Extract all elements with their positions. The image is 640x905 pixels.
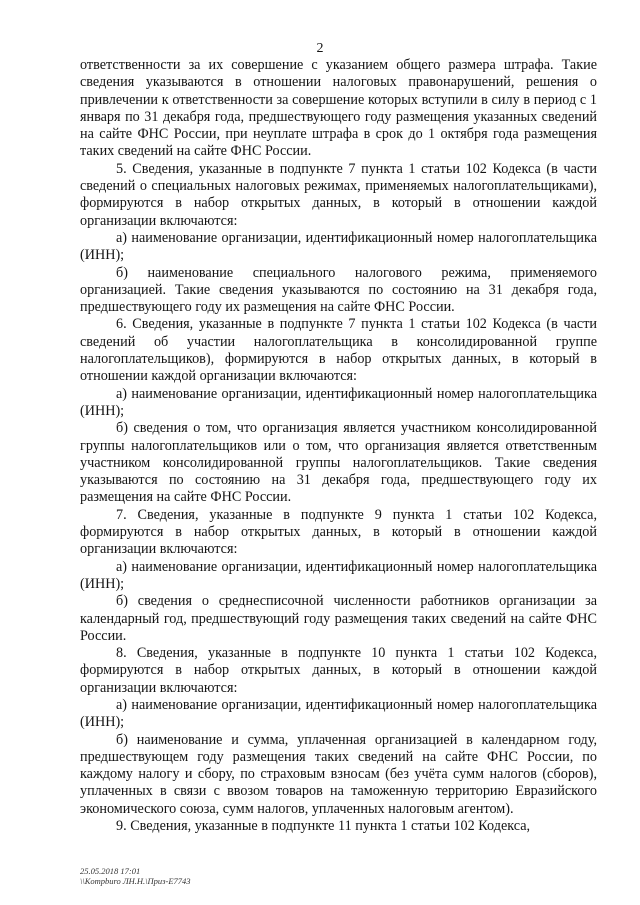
footer-file-path: \\Kompburo ЛН.Н.\Приз-Е7743 (80, 876, 191, 886)
page-number: 2 (316, 41, 324, 56)
subparagraph-b: б) сведения о том, что организация является участником консолидированной группы налогоплательщиков или о том, что организация является ответственным участником консолидированной группы налогоплательщиков. Такие сведения указываются по состоянию на 31 декабря года, предшествующего году их размещения на сайте ФНС России. (80, 420, 597, 506)
paragraph-item-9: 9. Сведения, указанные в подпункте 11 пункта 1 статьи 102 Кодекса, (116, 818, 531, 835)
subparagraph-b: б) сведения о среднесписочной численности работников организации за календарный год, предшествующий году размещения таких сведений на сайте ФНС России. (80, 593, 597, 644)
paragraph-item-5: 5. Сведения, указанные в подпункте 7 пункта 1 статьи 102 Кодекса (в части сведений о специальных налоговых режимах, применяемых налогоплательщиками), формируются в набор открытых данных, в который в отношении каждой организации включаются: (80, 160, 597, 229)
subparagraph-a: а) наименование организации, идентификационный номер налогоплательщика (ИНН); (80, 229, 597, 264)
document-footer (80, 866, 191, 886)
paragraph-item-6: 6. Сведения, указанные в подпункте 7 пункта 1 статьи 102 Кодекса (в части сведений об участии налогоплательщика в консолидированной группе налогоплательщиков), формируются в набор открытых данных, в который в отношении каждой организации включаются: (80, 316, 597, 385)
subparagraph-b: б) наименование специального налогового режима, применяемого организацией. Такие сведения указываются по состоянию на 31 декабря года, предшествующего году их размещения на сайте ФНС России. (80, 264, 597, 316)
paragraph-item-7: 7. Сведения, указанные в подпункте 9 пункта 1 статьи 102 Кодекса, формируются в набор открытых данных, в который в отношении каждой организации включаются: (80, 506, 597, 558)
subparagraph-a: а) наименование организации, идентификационный номер налогоплательщика (ИНН); (80, 558, 597, 592)
footer-timestamp: 25.05.2018 17:01 (80, 866, 141, 876)
document-body (80, 57, 597, 835)
subparagraph-a: а) наименование организации, идентификационный номер налогоплательщика (ИНН); (80, 696, 597, 731)
subparagraph-b: б) наименование и сумма, уплаченная организацией в календарном году, предшествующем году размещения таких сведений на сайте ФНС России, по каждому налогу и сбору, по страховым взносам (без учёта сумм налогов (сборов), уплаченных в связи с ввозом товаров на таможенную территорию Евразийского экономического союза, сумм налогов, уплаченных налоговым агентом). (80, 731, 597, 817)
paragraph-item-8: 8. Сведения, указанные в подпункте 10 пункта 1 статьи 102 Кодекса, формируются в набор открытых данных, в который в отношении каждой организации включаются: (80, 645, 597, 696)
paragraph: ответственности за их совершение с указанием общего размера штрафа. Такие сведения указываются в отношении налоговых правонарушений, решения о привлечении к ответственности за совершение которых вступили в силу в период с 1 января по 31 декабря года, предшествующего году размещения указанных сведений на сайте ФНС России, при неуплате штрафа в срок до 1 октября года размещения таких сведений на сайте ФНС России. (80, 57, 597, 160)
subparagraph-a: а) наименование организации, идентификационный номер налогоплательщика (ИНН); (80, 385, 597, 419)
